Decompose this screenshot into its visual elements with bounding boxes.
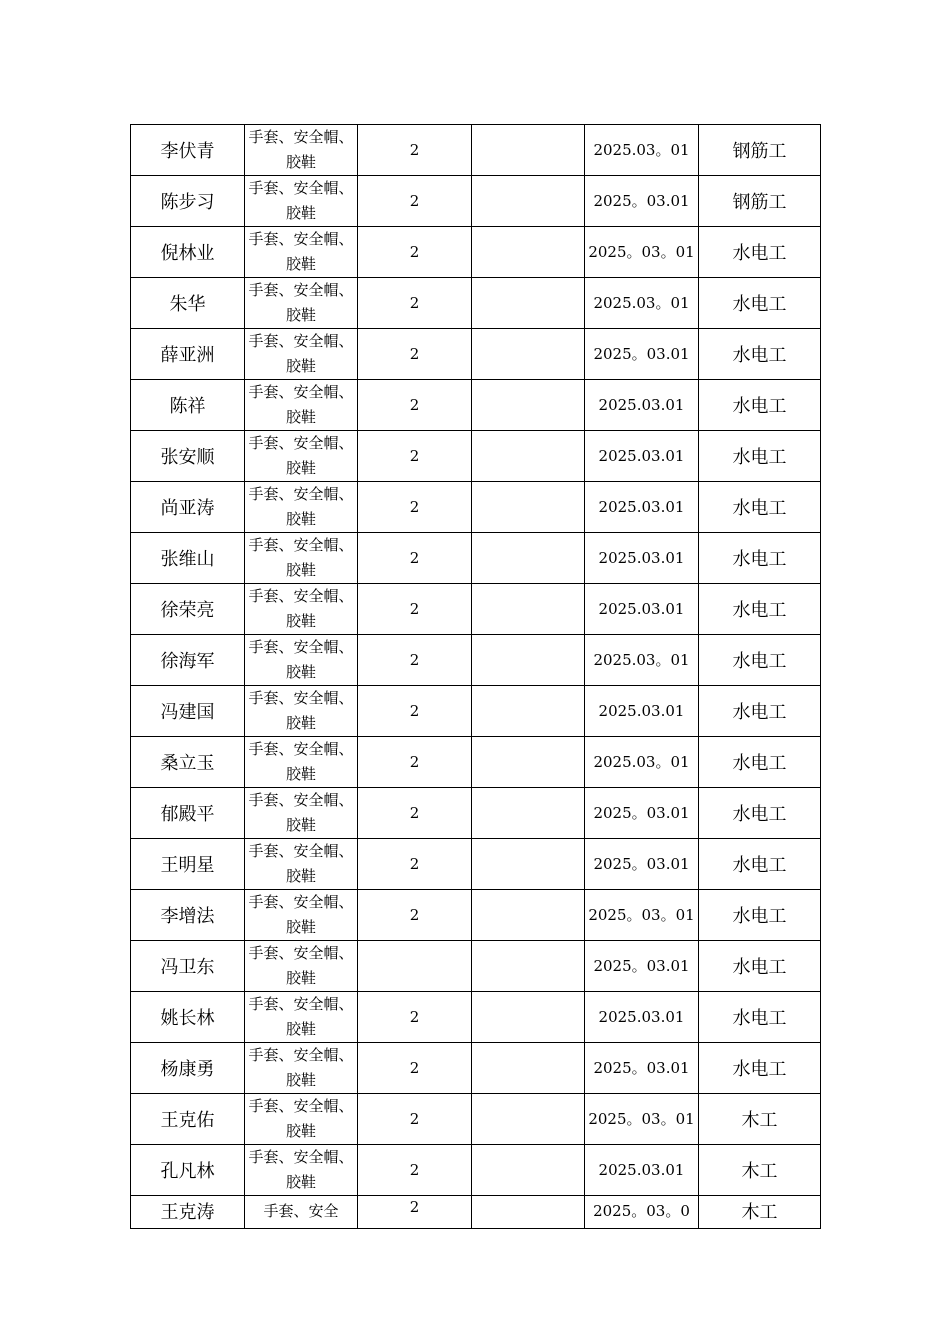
issue-date-cell: 2025。03。01 [585,227,699,278]
quantity-cell: 2 [358,125,472,176]
worker-name-cell: 陈步习 [131,176,245,227]
worker-name-cell: 王明星 [131,839,245,890]
table-row [131,329,821,380]
signature-cell-cell [472,329,585,380]
signature-cell-cell [472,1094,585,1145]
ppe-distribution-table [130,124,821,1229]
worker-name-cell: 王克涛 [131,1196,245,1229]
trade-cell: 水电工 [699,635,821,686]
issue-date-cell: 2025。03.01 [585,176,699,227]
issue-date-cell: 2025.03.01 [585,686,699,737]
ppe-items-cell: 手套、安全帽、胶鞋 [245,482,358,533]
trade-cell: 水电工 [699,737,821,788]
worker-name-cell: 冯卫东 [131,941,245,992]
signature-cell-cell [472,686,585,737]
ppe-items-cell: 手套、安全帽、胶鞋 [245,533,358,584]
trade-cell: 水电工 [699,1043,821,1094]
signature-cell-cell [472,1043,585,1094]
table-row [131,380,821,431]
quantity-cell: 2 [358,380,472,431]
worker-name-cell: 姚长林 [131,992,245,1043]
signature-cell-cell [472,431,585,482]
signature-cell-cell [472,1196,585,1229]
worker-name-cell: 倪林业 [131,227,245,278]
quantity-cell: 2 [358,635,472,686]
worker-name-cell: 朱华 [131,278,245,329]
table-row [131,1094,821,1145]
issue-date-cell: 2025。03。01 [585,890,699,941]
signature-cell-cell [472,227,585,278]
signature-cell-cell [472,125,585,176]
quantity-cell: 2 [358,533,472,584]
ppe-items-cell: 手套、安全帽、胶鞋 [245,941,358,992]
worker-name-cell: 徐荣亮 [131,584,245,635]
trade-cell: 钢筋工 [699,125,821,176]
issue-date-cell: 2025.03。01 [585,635,699,686]
table-row [131,839,821,890]
trade-cell: 水电工 [699,941,821,992]
signature-cell-cell [472,278,585,329]
trade-cell: 水电工 [699,380,821,431]
table-row [131,1043,821,1094]
trade-cell: 水电工 [699,890,821,941]
worker-name-cell: 杨康勇 [131,1043,245,1094]
quantity-cell: 2 [358,176,472,227]
issue-date-cell: 2025.03。01 [585,278,699,329]
table-row [131,533,821,584]
trade-cell: 水电工 [699,329,821,380]
issue-date-cell: 2025。03.01 [585,329,699,380]
table-row [131,278,821,329]
quantity-cell: 2 [358,278,472,329]
table-row [131,788,821,839]
quantity-cell: 2 [358,737,472,788]
quantity-cell: 2 [358,1145,472,1196]
trade-cell: 木工 [699,1145,821,1196]
worker-name-cell: 王克佑 [131,1094,245,1145]
signature-cell-cell [472,176,585,227]
trade-cell: 水电工 [699,788,821,839]
ppe-items-cell: 手套、安全帽、胶鞋 [245,227,358,278]
table-row [131,635,821,686]
issue-date-cell: 2025.03.01 [585,992,699,1043]
ppe-items-cell: 手套、安全帽、胶鞋 [245,788,358,839]
ppe-items-cell: 手套、安全帽、胶鞋 [245,890,358,941]
worker-name-cell: 李伏青 [131,125,245,176]
quantity-cell: 2 [358,227,472,278]
ppe-items-cell: 手套、安全帽、胶鞋 [245,686,358,737]
quantity-cell: 2 [358,431,472,482]
issue-date-cell: 2025。03.01 [585,941,699,992]
quantity-cell: 2 [358,329,472,380]
worker-name-cell: 孔凡林 [131,1145,245,1196]
ppe-items-cell: 手套、安全帽、胶鞋 [245,431,358,482]
table-row [131,992,821,1043]
ppe-items-cell: 手套、安全帽、胶鞋 [245,380,358,431]
table-body [131,125,821,1229]
ppe-items-cell: 手套、安全帽、胶鞋 [245,125,358,176]
trade-cell: 水电工 [699,992,821,1043]
signature-cell-cell [472,992,585,1043]
table-row [131,941,821,992]
table-row [131,686,821,737]
issue-date-cell: 2025。03.01 [585,788,699,839]
signature-cell-cell [472,737,585,788]
signature-cell-cell [472,482,585,533]
issue-date-cell: 2025.03.01 [585,431,699,482]
table-row [131,1196,821,1229]
signature-cell-cell [472,584,585,635]
ppe-items-cell: 手套、安全帽、胶鞋 [245,1145,358,1196]
issue-date-cell: 2025。03.01 [585,839,699,890]
trade-cell: 水电工 [699,686,821,737]
quantity-cell: 2 [358,1094,472,1145]
ppe-items-cell: 手套、安全帽、胶鞋 [245,1043,358,1094]
table-row [131,176,821,227]
ppe-items-cell: 手套、安全帽、胶鞋 [245,329,358,380]
issue-date-cell: 2025。03。0 [585,1196,699,1229]
table-row [131,227,821,278]
trade-cell: 水电工 [699,431,821,482]
signature-cell-cell [472,380,585,431]
issue-date-cell: 2025。03.01 [585,1043,699,1094]
signature-cell-cell [472,533,585,584]
table-row [131,584,821,635]
worker-name-cell: 薛亚洲 [131,329,245,380]
worker-name-cell: 张安顺 [131,431,245,482]
quantity-cell: 2 [358,1196,472,1229]
signature-cell-cell [472,941,585,992]
signature-cell-cell [472,635,585,686]
worker-name-cell: 李增法 [131,890,245,941]
issue-date-cell: 2025.03.01 [585,1145,699,1196]
trade-cell: 钢筋工 [699,176,821,227]
table-row [131,431,821,482]
table-row [131,482,821,533]
trade-cell: 水电工 [699,278,821,329]
table-row [131,1145,821,1196]
worker-name-cell: 徐海军 [131,635,245,686]
ppe-items-cell: 手套、安全帽、胶鞋 [245,176,358,227]
signature-cell-cell [472,788,585,839]
table-row [131,737,821,788]
ppe-items-cell: 手套、安全帽、胶鞋 [245,278,358,329]
ppe-items-cell: 手套、安全帽、胶鞋 [245,737,358,788]
issue-date-cell: 2025.03.01 [585,482,699,533]
worker-name-cell: 郁殿平 [131,788,245,839]
ppe-items-cell: 手套、安全 [245,1196,358,1229]
issue-date-cell: 2025.03。01 [585,125,699,176]
quantity-cell [358,941,472,992]
worker-name-cell: 桑立玉 [131,737,245,788]
worker-name-cell: 张维山 [131,533,245,584]
ppe-items-cell: 手套、安全帽、胶鞋 [245,635,358,686]
trade-cell: 水电工 [699,227,821,278]
trade-cell: 水电工 [699,482,821,533]
quantity-cell: 2 [358,788,472,839]
trade-cell: 木工 [699,1094,821,1145]
trade-cell: 木工 [699,1196,821,1229]
issue-date-cell: 2025.03。01 [585,737,699,788]
issue-date-cell: 2025.03.01 [585,533,699,584]
signature-cell-cell [472,890,585,941]
worker-name-cell: 尚亚涛 [131,482,245,533]
quantity-cell: 2 [358,839,472,890]
issue-date-cell: 2025.03.01 [585,584,699,635]
quantity-cell: 2 [358,686,472,737]
signature-cell-cell [472,839,585,890]
ppe-items-cell: 手套、安全帽、胶鞋 [245,992,358,1043]
worker-name-cell: 陈祥 [131,380,245,431]
quantity-cell: 2 [358,992,472,1043]
quantity-cell: 2 [358,890,472,941]
trade-cell: 水电工 [699,584,821,635]
issue-date-cell: 2025。03。01 [585,1094,699,1145]
ppe-items-cell: 手套、安全帽、胶鞋 [245,839,358,890]
quantity-cell: 2 [358,584,472,635]
signature-cell-cell [472,1145,585,1196]
quantity-cell: 2 [358,482,472,533]
trade-cell: 水电工 [699,533,821,584]
table-row [131,125,821,176]
table-row [131,890,821,941]
quantity-cell: 2 [358,1043,472,1094]
trade-cell: 水电工 [699,839,821,890]
ppe-items-cell: 手套、安全帽、胶鞋 [245,1094,358,1145]
ppe-items-cell: 手套、安全帽、胶鞋 [245,584,358,635]
issue-date-cell: 2025.03.01 [585,380,699,431]
worker-name-cell: 冯建国 [131,686,245,737]
